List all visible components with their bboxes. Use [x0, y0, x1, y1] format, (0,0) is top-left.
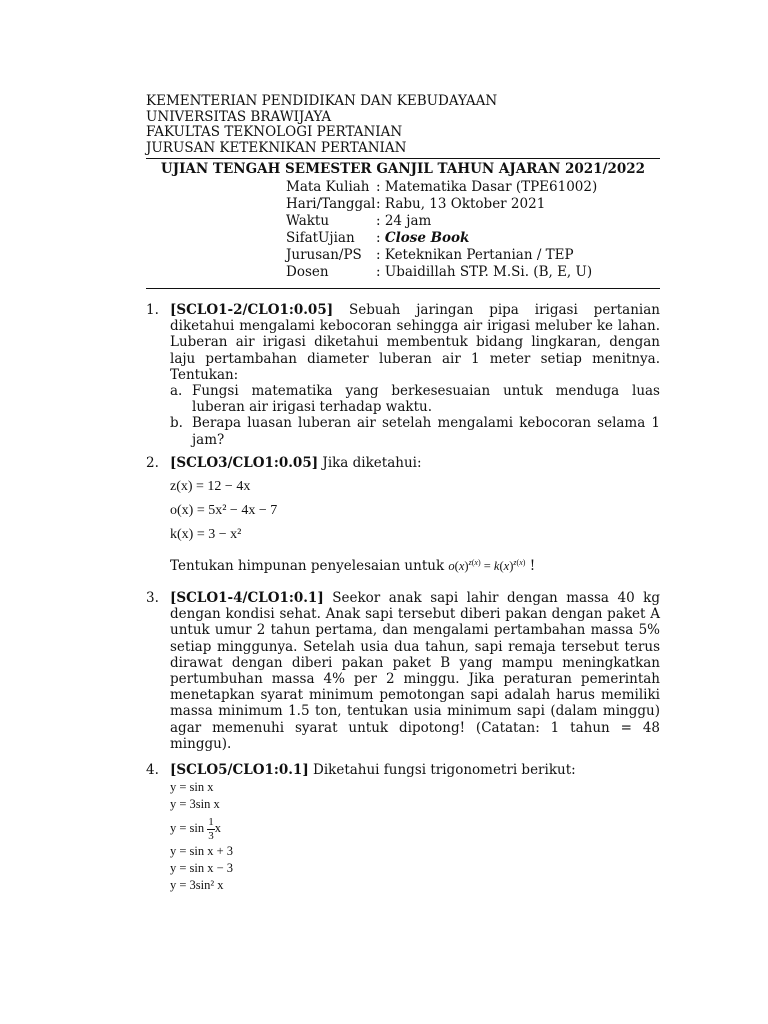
question-number: 2.: [146, 455, 159, 471]
question-1-part-a: [170, 383, 660, 416]
function-1: y = sin x: [170, 780, 214, 795]
question-code: [SCLO1-4/CLO1:0.1]: [170, 590, 324, 606]
part-text: Berapa luasan luberan air setelah mengalami kebocoran selama 1 jam?: [192, 415, 660, 448]
faculty-name: FAKULTAS TEKNOLOGI PERTANIAN: [146, 124, 403, 140]
info-label: Mata Kuliah: [286, 179, 370, 195]
function-3-right: x: [214, 821, 222, 836]
question-number: 3.: [146, 590, 159, 606]
question-code: [SCLO3/CLO1:0.05]: [170, 455, 319, 471]
equation-z: z(x) = 12 − 4x: [170, 479, 251, 495]
question-2: [146, 455, 660, 575]
question-1-part-b: [170, 415, 660, 448]
function-2: y = 3sin x: [170, 797, 220, 812]
function-3: [170, 813, 660, 843]
part-text: Fungsi matematika yang berkesesuaian untuk menduga luas luberan air irigasi terhadap waktu.: [192, 383, 660, 416]
institution-header: [146, 94, 497, 156]
function-6: y = 3sin² x: [170, 878, 224, 893]
question-text: Sebuah jaringan pipa irigasi pertanian diketahui mengalami kebocoran sehingga air irigasi meluber ke lahan. Luberan air irigasi diketahui membentuk bidang lingkaran, dengan laju pertambahan diameter luberan air 1 meter setiap menitnya. Tentukan:: [170, 302, 660, 383]
fraction-one-third: [207, 816, 215, 843]
question-code: [SCLO1-2/CLO1:0.05]: [170, 302, 334, 318]
fraction-numerator: 1: [208, 815, 214, 828]
info-row-time: [286, 213, 597, 230]
info-value: : Matematika Dasar (TPE61002): [376, 179, 598, 195]
part-letter: b.: [170, 415, 183, 432]
info-label: Waktu: [286, 213, 330, 229]
info-colon: :: [376, 230, 385, 246]
question-code: [SCLO5/CLO1:0.1]: [170, 762, 309, 778]
function-4: y = sin x + 3: [170, 844, 234, 859]
function-3-left: y = sin: [170, 821, 205, 836]
info-value: : Keteknikan Pertanian / TEP: [376, 247, 574, 263]
part-letter: a.: [170, 383, 183, 400]
info-row-exam-type: [286, 230, 597, 247]
fraction-denominator: 3: [208, 829, 214, 842]
info-label: Jurusan/PS: [286, 247, 362, 263]
info-row-date: [286, 196, 597, 213]
info-value: : Rabu, 13 Oktober 2021: [376, 196, 546, 212]
ministry-name: KEMENTERIAN PENDIDIKAN DAN KEBUDAYAAN: [146, 93, 498, 109]
question-text: Seekor anak sapi lahir dengan massa 40 kg dengan kondisi sehat. Anak sapi tersebut diberi pakan dengan paket A untuk umur 2 tahun pertama, dan mengalami pertambahan massa 5% setiap minggunya. Setelah usia dua tahun, sapi remaja tersebut terus dirawat dengan diberi pakan paket B yang mampu meningkatkan pertumbuhan massa 4% per 2 minggu. Jika peraturan pemerintah menetapkan syarat minimum pemotongan sapi adalah harus memiliki massa minimum 1.5 ton, tentukan usia minimum sapi (dalam minggu) agar memenuhi syarat untuk dipotong! (Catatan: 1 tahun = 48 minggu).: [170, 590, 660, 752]
task-end: !: [529, 558, 536, 575]
info-label: Hari/Tanggal: [286, 196, 376, 212]
info-label: Dosen: [286, 264, 329, 280]
info-value: : 24 jam: [376, 213, 432, 229]
question-number: 1.: [146, 302, 159, 318]
department-name: JURUSAN KETEKNIKAN PERTANIAN: [146, 139, 407, 156]
exam-info-table: [286, 179, 597, 281]
question-4: [146, 762, 660, 894]
header-divider: [146, 158, 660, 159]
exam-title: UJIAN TENGAH SEMESTER GANJIL TAHUN AJARAN 2021/2022: [160, 161, 646, 177]
equation-o: o(x) = 5x² − 4x − 7: [170, 503, 278, 519]
info-row-course: [286, 179, 597, 196]
question-number: 4.: [146, 762, 159, 778]
task-equation: $o(x)^{z(x)} = k(x)^{z(x)}$: [448, 558, 526, 574]
info-value: Close Book: [384, 230, 470, 246]
question-3: [146, 590, 660, 752]
task-text: Tentukan himpunan penyelesaian untuk: [170, 558, 445, 575]
info-label: SifatUjian: [286, 230, 355, 246]
question-1: [146, 302, 660, 448]
trig-function-list: [170, 779, 660, 894]
university-name: UNIVERSITAS BRAWIJAYA: [146, 108, 332, 125]
question-2-task: [170, 555, 660, 574]
function-5: y = sin x − 3: [170, 861, 234, 876]
question-text: Diketahui fungsi trigonometri berikut:: [308, 762, 576, 778]
info-row-lecturer: [286, 264, 597, 281]
info-row-program: [286, 247, 597, 264]
info-divider: [146, 288, 660, 289]
question-text: Jika diketahui:: [318, 455, 422, 471]
equation-k: k(x) = 3 − x²: [170, 527, 242, 543]
info-value: : Ubaidillah STP. M.Si. (B, E, U): [376, 264, 593, 280]
